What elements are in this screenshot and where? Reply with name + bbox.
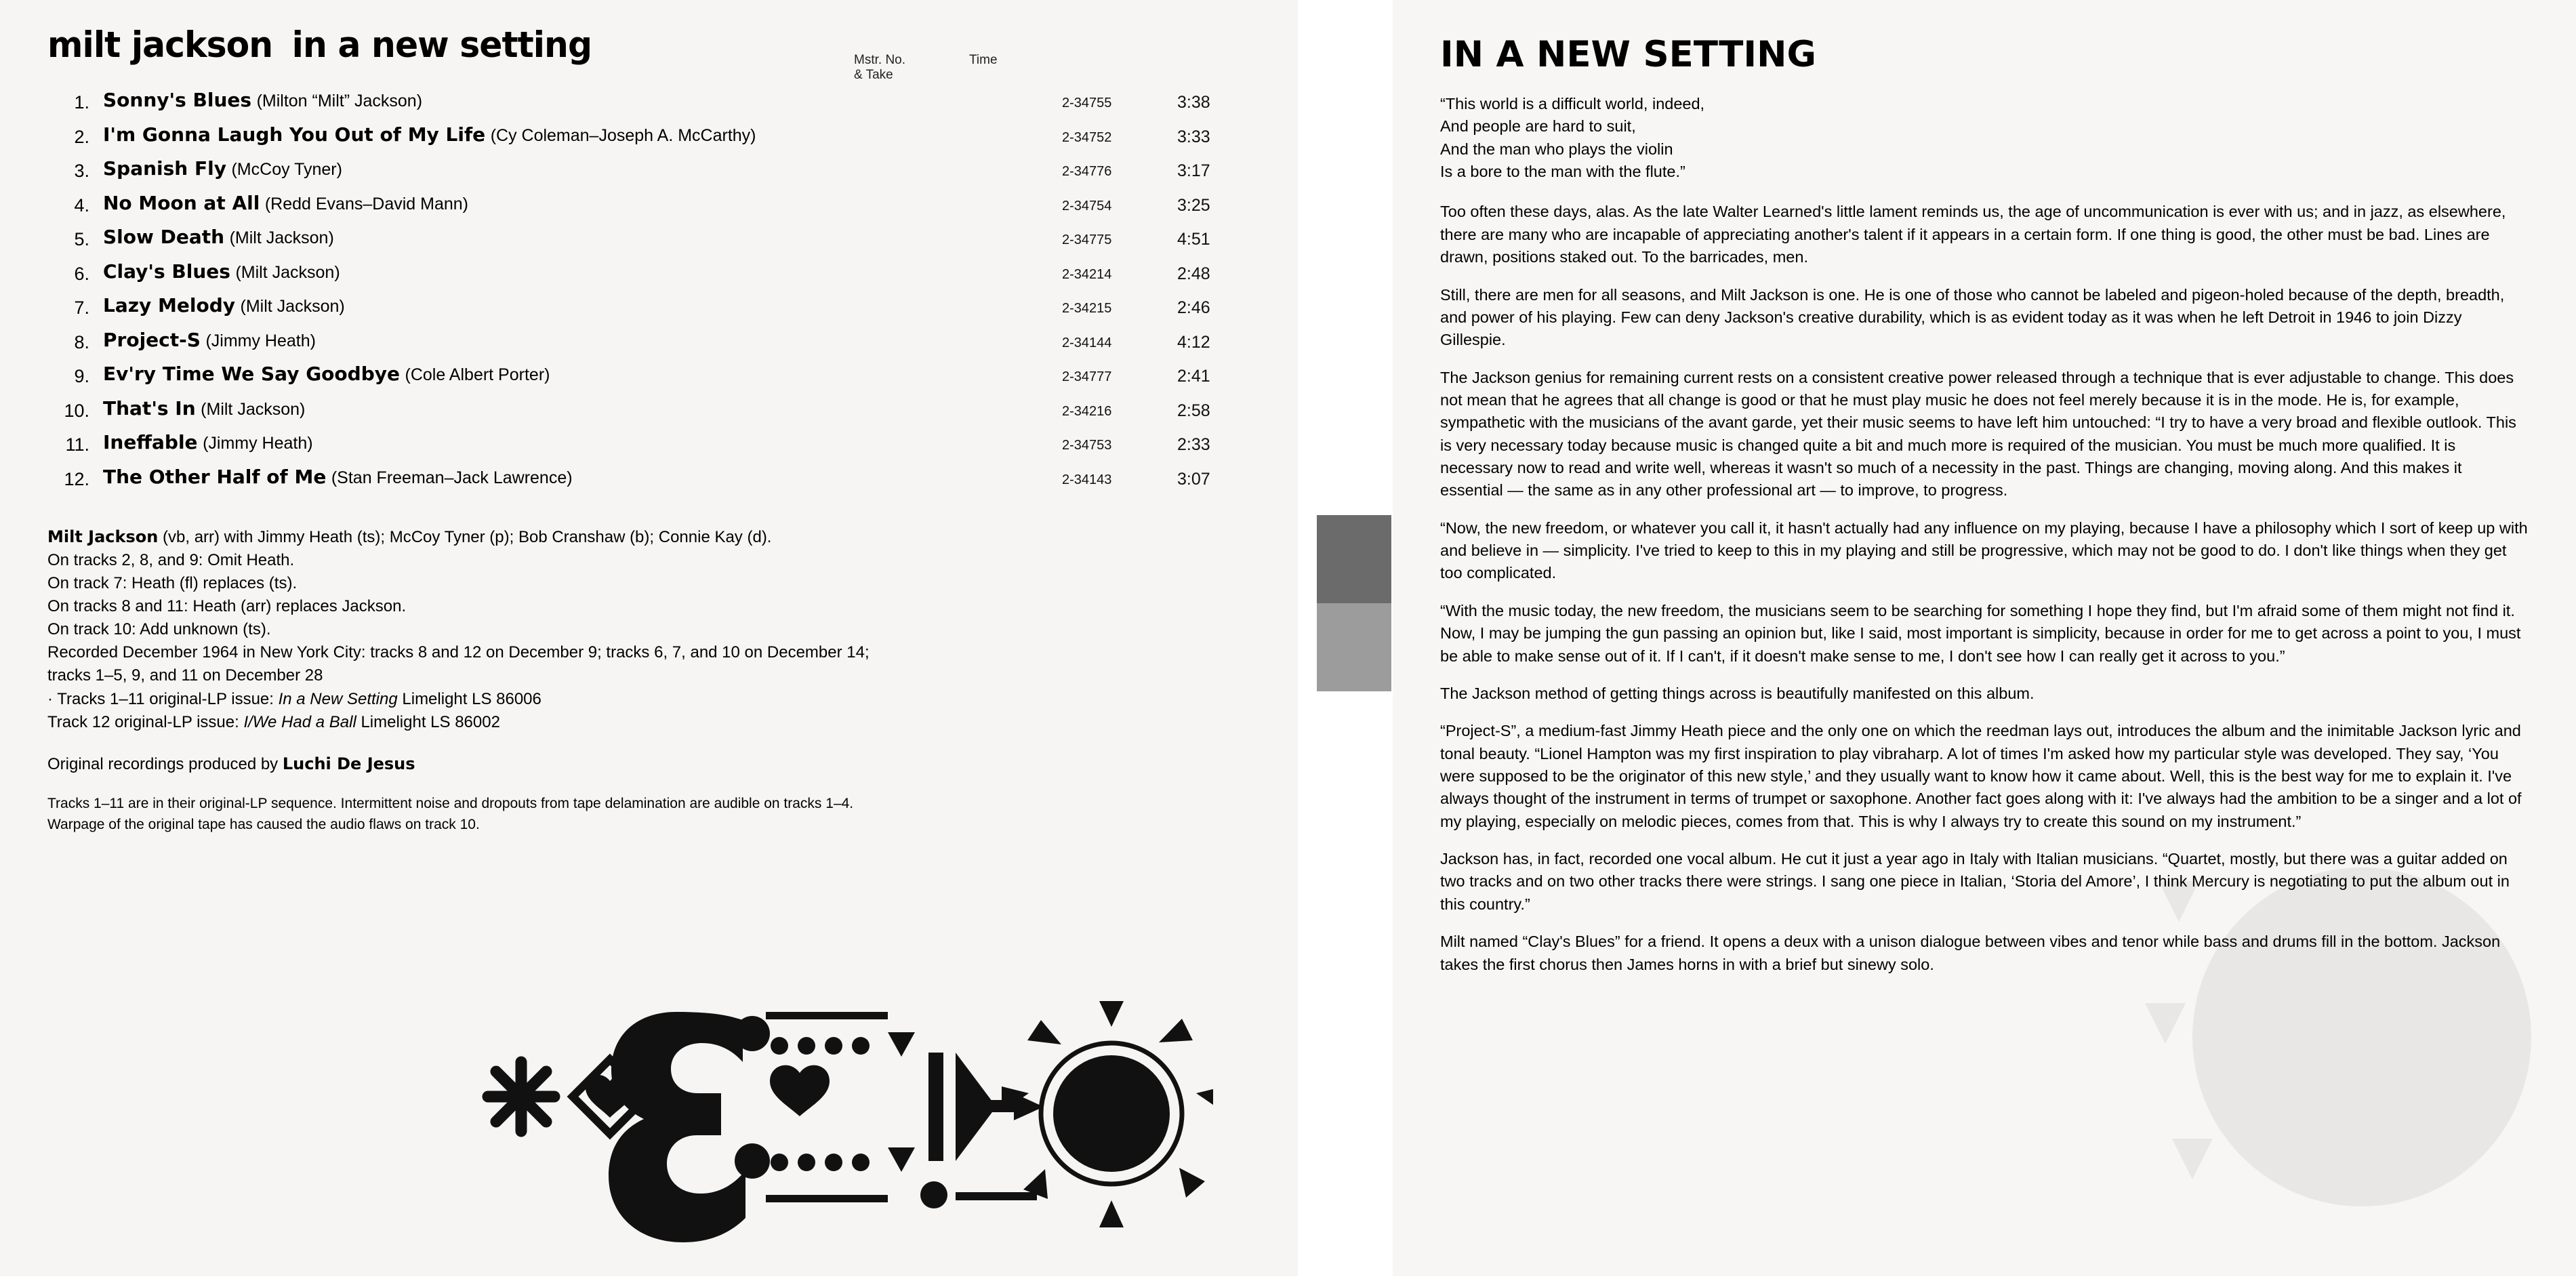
gutter-gray-band-dark — [1317, 515, 1391, 603]
track-number: 6. — [74, 263, 89, 284]
restoration-notes — [47, 793, 1250, 836]
verse-line: “This world is a difficult world, indeed, — [1440, 95, 1705, 113]
track-list — [47, 89, 1250, 500]
issue-2-album: I/We Had a Ball — [243, 712, 356, 731]
track-title: I'm Gonna Laugh You Out of My Life — [103, 123, 486, 146]
track-duration: 3:33 — [1177, 127, 1210, 146]
original-issue-line-2 — [47, 711, 1250, 734]
track-master-number: 2-34752 — [1062, 129, 1112, 145]
track-title-block — [103, 226, 334, 248]
track-title: That's In — [103, 396, 196, 420]
track-title-block — [103, 123, 756, 146]
column-header-take: & Take — [854, 67, 893, 82]
track-title: Spanish Fly — [103, 157, 226, 180]
liner-paragraph: Too often these days, alas. As the late Walter Learned's little lament reminds us, the age of uncommunication is ever with us; and in jazz, as elsewhere, there are many who are incapable of appreciating another's talent if it appears in a certain form. If one thing is good, the other must be bad. Lines are drawn, positions staked out. To the barricades, men. — [1440, 203, 2506, 266]
track-title: Clay's Blues — [103, 260, 230, 283]
track-title-block — [103, 89, 422, 111]
liner-paragraph: Still, there are men for all seasons, and Milt Jackson is one. He is one of those who cannot be labeled and pigeon-holed because of the depth, breadth, and power of his playing. Few can deny Jackson's creative durability, which is as evident today as it was when he left Detroit in 1946 to join Dizzy Gillespie. — [1440, 285, 2505, 349]
track-number: 9. — [74, 366, 89, 386]
liner-paragraph: Jackson has, in fact, recorded one vocal album. He cut it just a year ago in Italy with Italian musicians. “Quartet, mostly, but there was a guitar added on two tracks and on two other tracks there were strings. I sang one piece in Italian, ‘Storia del Amore’, I think Mercury is negotiating to put the album out in this country.” — [1440, 850, 2510, 913]
verse-line: Is a bore to the man with the flute.” — [1440, 163, 1685, 181]
track-title: Lazy Melody — [103, 294, 236, 317]
track-row — [47, 226, 1250, 260]
page-gutter — [1298, 0, 1393, 1276]
track-title-block — [103, 294, 345, 317]
verse-line: And the man who plays the violin — [1440, 140, 1673, 158]
track-row — [47, 294, 1250, 329]
producer-name: Luchi De Jesus — [282, 754, 415, 773]
recording-dates-line: Recorded December 1964 in New York City: tracks 8 and 12 on December 9; tracks 6, 7, and 10 on December 14; — [47, 643, 870, 662]
track-master-number: 2-34144 — [1062, 335, 1112, 350]
track-master-number: 2-34755 — [1062, 96, 1112, 110]
track-master-number: 2-34776 — [1062, 164, 1112, 179]
track-master-number: 2-34215 — [1062, 301, 1112, 316]
recording-dates-line: tracks 1–5, 9, and 11 on December 28 — [47, 666, 323, 685]
track-title-block — [103, 363, 550, 385]
track-number: 12. — [64, 468, 89, 489]
liner-paragraph: Milt named “Clay's Blues” for a friend. It opens a deux with a unison dialogue between vibes and tenor while bass and drums fill in the bottom. Jackson takes the first chorus then James horns in with a brief but sinewy solo. — [1440, 933, 2501, 973]
track-title: The Other Half of Me — [103, 465, 327, 488]
track-number: 3. — [74, 161, 89, 181]
producer-credit — [47, 754, 1250, 774]
track-row — [47, 157, 1250, 192]
track-title: Ev'ry Time We Say Goodbye — [103, 363, 400, 385]
restoration-note-line: Warpage of the original tape has caused the audio flaws on track 10. — [47, 817, 480, 833]
right-page — [1393, 0, 2576, 1276]
liner-paragraph: “Project-S”, a medium-fast Jimmy Heath piece and the only one on which the reedman lays out, introduces the album and the inimitable Jackson lyric and tonal beauty. “Lionel Hampton was my first inspiration to play vibraharp. A lot of times I'm asked how my particular style was developed. They say, ‘You were supposed to be the originator of this new style,’ and they usually want to know how it came about. Well, this is the best way for me to explain it. I've always thought of the instrument in terms of trumpet or saxophone. Another fact goes along with it: I've always had the ambition to be a singer and a lot of my playing, especially on melodic pieces, comes from that. This is why I always try to create this sound on my instrument.” — [1440, 722, 2522, 830]
track-number: 4. — [74, 195, 89, 216]
track-title-block — [103, 397, 305, 420]
liner-paragraph: The Jackson genius for remaining current rests on a consistent creative power released through a technique that is ever adjustable to change. This does not mean that he agrees that all change is good or that he must play music he does not feel merely because it is in the mode. He is, for example, sympathetic with the musicians of the avant garde, yet their music seems to have left him untouched: “I try to have a very broad and flexible outlook. This is very necessary today because music is changed quite a bit and much more is required of the musician. You must be much more qualified. It is necessary now to read and write well, whereas it wasn't so much of a necessity in the past. Things are changing, moving along. And this makes it essential — the same as in any other professional art — to improve, to progress. — [1440, 368, 2516, 500]
track-duration: 2:33 — [1177, 435, 1210, 454]
track-master-number: 2-34143 — [1062, 472, 1112, 487]
track-title: Ineffable — [103, 431, 198, 453]
track-composer: (McCoy Tyner) — [231, 160, 342, 179]
track-duration: 3:07 — [1177, 469, 1210, 489]
track-master-number: 2-34753 — [1062, 438, 1112, 453]
issue-1-album: In a New Setting — [278, 689, 398, 708]
track-number: 2. — [74, 126, 89, 147]
track-composer: (Jimmy Heath) — [205, 331, 316, 350]
track-master-number: 2-34214 — [1062, 266, 1112, 282]
gutter-gray-band-light — [1317, 603, 1391, 691]
liner-verse — [1440, 93, 2529, 183]
track-master-number: 2-34777 — [1062, 369, 1112, 384]
personnel-credits — [47, 525, 1250, 734]
track-duration: 2:48 — [1177, 264, 1210, 283]
track-composer: (Stan Freeman–Jack Lawrence) — [331, 468, 573, 487]
track-composer: (Jimmy Heath) — [203, 434, 313, 453]
track-row — [47, 466, 1250, 500]
track-composer: (Milt Jackson) — [229, 228, 334, 247]
track-title-block — [103, 466, 573, 488]
original-issue-line-1 — [47, 688, 1250, 711]
issue-1-prefix: · Tracks 1–11 original-LP issue: — [47, 689, 279, 708]
track-title-block — [103, 157, 342, 180]
album-title — [47, 24, 1190, 66]
personnel-line: On track 10: Add unknown (ts). — [47, 620, 271, 639]
track-duration: 3:17 — [1177, 161, 1210, 180]
track-title: Sonny's Blues — [103, 89, 252, 111]
producer-prefix: Original recordings produced by — [47, 754, 283, 773]
track-row — [47, 260, 1250, 295]
issue-1-catalog: Limelight LS 86006 — [397, 689, 541, 708]
track-title-block — [103, 260, 340, 283]
liner-notes-body — [1440, 93, 2529, 976]
track-number: 1. — [74, 92, 89, 113]
album-title-artist: milt jackson — [47, 24, 273, 66]
personnel-leader-name: Milt Jackson — [47, 527, 159, 546]
track-row — [47, 363, 1250, 397]
track-title: Project-S — [103, 328, 201, 351]
track-row — [47, 397, 1250, 432]
verse-line: And people are hard to suit, — [1440, 117, 1636, 136]
album-title-name: in a new setting — [291, 24, 592, 66]
track-number: 8. — [74, 331, 89, 352]
track-row — [47, 89, 1250, 123]
liner-notes-title: IN A NEW SETTING — [1440, 34, 1816, 75]
track-number: 5. — [74, 229, 89, 249]
track-row — [47, 431, 1250, 466]
track-number: 10. — [64, 400, 89, 421]
track-number: 11. — [65, 434, 89, 455]
track-master-number: 2-34754 — [1062, 198, 1112, 213]
track-composer: (Milt Jackson) — [240, 297, 345, 316]
track-duration: 2:41 — [1177, 367, 1210, 386]
track-row — [47, 329, 1250, 363]
track-duration: 2:46 — [1177, 298, 1210, 317]
track-duration: 4:51 — [1177, 230, 1210, 249]
track-number: 7. — [74, 298, 89, 318]
track-duration: 2:58 — [1177, 401, 1210, 420]
personnel-leader-rest: (vb, arr) with Jimmy Heath (ts); McCoy Tyner (p); Bob Cranshaw (b); Connie Kay (d). — [158, 528, 772, 546]
liner-paragraph: The Jackson method of getting things across is beautifully manifested on this album. — [1440, 684, 2035, 702]
track-title: No Moon at All — [103, 191, 260, 214]
track-composer: (Cy Coleman–Joseph A. McCarthy) — [490, 125, 756, 145]
track-duration: 3:38 — [1177, 93, 1210, 112]
track-row — [47, 123, 1250, 158]
personnel-line: On tracks 2, 8, and 9: Omit Heath. — [47, 551, 295, 570]
liner-paragraph: “With the music today, the new freedom, the musicians seem to be searching for something I hope they find, but I'm afraid some of them might not find it. Now, I may be jumping the gun passing an opinion but, like I said, most important is simplicity, because in order for me to get across a point to you, I must be able to make sense out of it. If I can't, if it doesn't make sense to me, I don't see how I can really get it across to you.” — [1440, 601, 2521, 665]
issue-2-catalog: Limelight LS 86002 — [356, 712, 500, 731]
column-header-time: Time — [969, 53, 998, 67]
track-composer: (Milton “Milt” Jackson) — [256, 91, 423, 110]
track-master-number: 2-34216 — [1062, 403, 1112, 419]
restoration-note-line: Tracks 1–11 are in their original-LP sequence. Intermittent noise and dropouts from tape delamination are audible on tracks 1–4. — [47, 795, 854, 811]
track-composer: (Cole Albert Porter) — [405, 365, 550, 384]
track-composer: (Milt Jackson) — [201, 399, 306, 419]
track-title: Slow Death — [103, 226, 225, 248]
column-header-mstr-no: Mstr. No. — [854, 53, 906, 67]
track-duration: 3:25 — [1177, 195, 1210, 215]
track-title-block — [103, 192, 468, 214]
personnel-line: On tracks 8 and 11: Heath (arr) replaces Jackson. — [47, 597, 407, 616]
track-composer: (Milt Jackson) — [235, 262, 340, 282]
liner-paragraph: “Now, the new freedom, or whatever you call it, it hasn't actually had any influence on my playing, because I have a philosophy which I sort of keep up with and believe in — simplicity. I've tried to keep to this in my playing and still be progressive, which may not be good to do. I don't like things when they get too complicated. — [1440, 518, 2528, 582]
track-title-block — [103, 431, 313, 453]
track-title-block — [103, 329, 316, 351]
label-logo-artwork — [481, 992, 1213, 1283]
issue-2-prefix: Track 12 original-LP issue: — [47, 712, 244, 731]
track-master-number: 2-34775 — [1062, 232, 1112, 247]
track-row — [47, 192, 1250, 226]
track-composer: (Redd Evans–David Mann) — [264, 194, 468, 213]
track-duration: 4:12 — [1177, 332, 1210, 352]
personnel-line: On track 7: Heath (fl) replaces (ts). — [47, 574, 298, 593]
